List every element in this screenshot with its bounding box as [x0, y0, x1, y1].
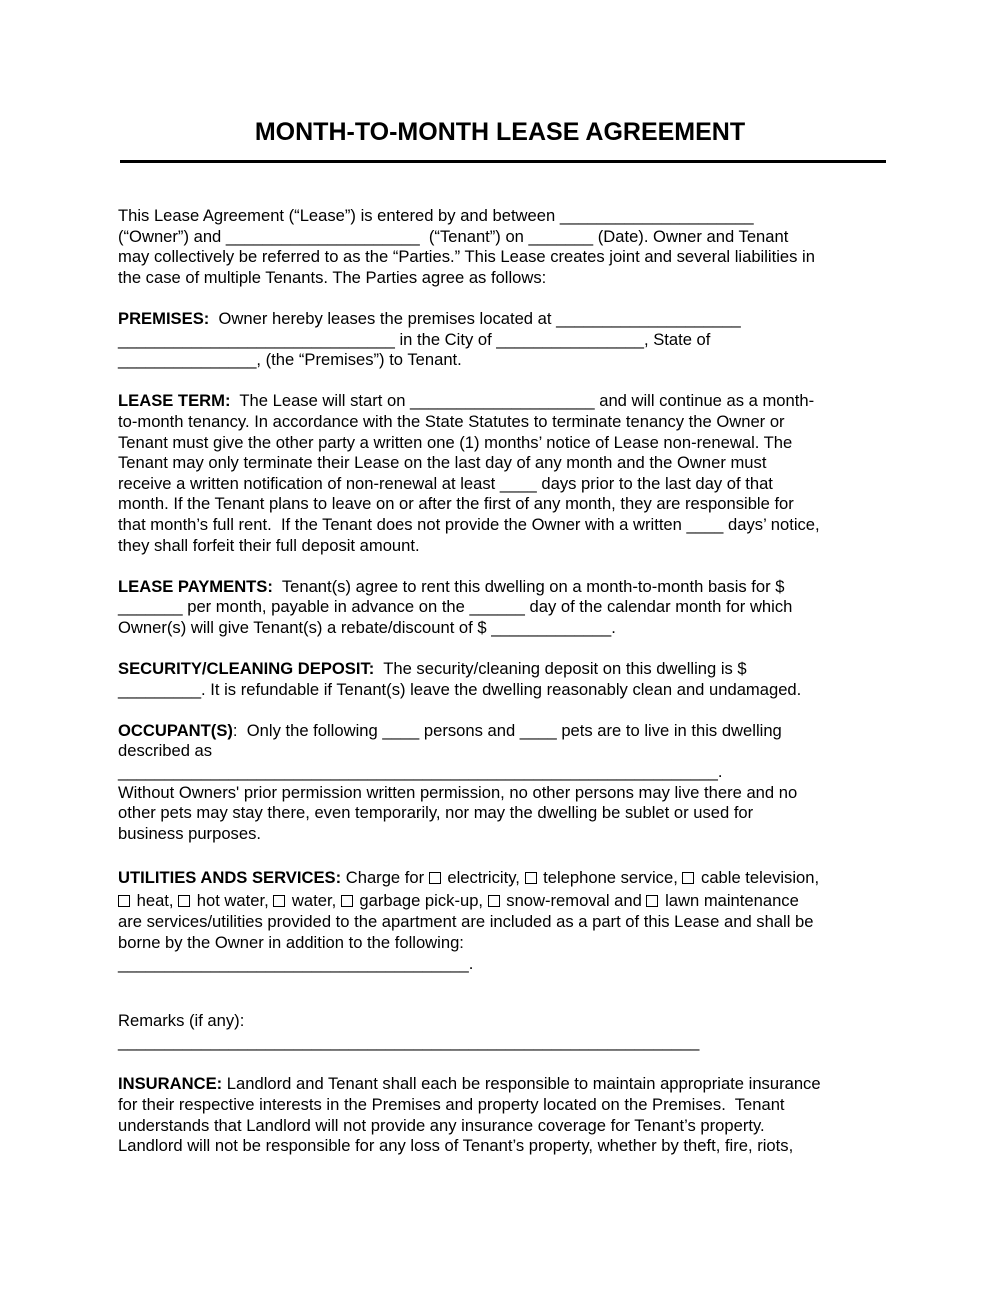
checkbox-electricity[interactable] [429, 872, 441, 884]
text-line: Owner(s) will give Tenant(s) a rebate/discount of $ _____________. [118, 617, 616, 637]
text-line: Without Owners' prior permission written permission, no other persons may live there and no [118, 782, 798, 802]
checkbox-heat[interactable] [118, 895, 130, 907]
text-line: (“Owner”) and _____________________ (“Tenant”) on _______ (Date). Owner and Tenant [118, 226, 789, 246]
option-label: cable television, [696, 868, 820, 888]
insurance-section [118, 1074, 888, 1156]
lease-term-text: The Lease will start on ____________________ and will continue as a month- [230, 391, 815, 411]
text-line: Tenant may only terminate their Lease on the last day of any month and the Owner must [118, 453, 767, 473]
option-label: lawn maintenance [660, 891, 799, 911]
text-line [118, 889, 888, 912]
text-line [118, 1074, 888, 1095]
security-deposit-text: The security/cleaning deposit on this dwelling is $ [374, 659, 747, 679]
occupants-text: : Only the following ____ persons and ____ pets are to live in this dwelling [232, 720, 782, 740]
text-line [118, 309, 888, 330]
lease-payments-heading: LEASE PAYMENTS: [118, 576, 273, 596]
option-label: water, [287, 891, 341, 911]
premises-text: Owner hereby leases the premises located at ____________________ [209, 308, 741, 328]
premises-heading: PREMISES: [118, 308, 210, 328]
text-line: _______________, (the “Premises”) to Tenant. [118, 350, 462, 370]
text-line: business purposes. [118, 823, 261, 843]
text-line: to-month tenancy. In accordance with the State Statutes to terminate tenancy the Owner or [118, 411, 785, 431]
text-line: _________________________________________________________________. [118, 762, 723, 782]
checkbox-hot-water[interactable] [178, 895, 190, 907]
lease-payments-text: Tenant(s) agree to rent this dwelling on a month-to-month basis for $ [272, 576, 785, 596]
text-line: are services/utilities provided to the apartment are included as a part of this Lease and shall be [118, 912, 814, 932]
option-label: hot water, [192, 891, 274, 911]
text-line: understands that Landlord will not provide any insurance coverage for Tenant’s property. [118, 1115, 765, 1135]
insurance-heading: INSURANCE: [118, 1074, 223, 1094]
text-line: ______________________________________. [118, 953, 474, 973]
text-line: month. If the Tenant plans to leave on or after the first of any month, they are responsible for [118, 494, 794, 514]
utilities-section [118, 866, 888, 974]
text-line: _________. It is refundable if Tenant(s) leave the dwelling reasonably clean and undamaged. [118, 679, 802, 699]
text-line [118, 659, 888, 680]
checkbox-water[interactable] [273, 895, 285, 907]
security-deposit-heading: SECURITY/CLEANING DEPOSIT: [118, 659, 375, 679]
remarks-label: Remarks (if any): [118, 1011, 245, 1031]
document-body [118, 206, 888, 1157]
text-line: This Lease Agreement (“Lease”) is entered by and between _____________________ [118, 206, 754, 225]
text-line: may collectively be referred to as the “Parties.” This Lease creates joint and several liabilities in [118, 247, 815, 267]
text-line: described as [118, 741, 213, 761]
checkbox-cable-television[interactable] [682, 872, 694, 884]
text-line [118, 391, 888, 412]
text-line: borne by the Owner in addition to the following: [118, 933, 464, 952]
title-divider [120, 160, 886, 163]
option-label: heat, [132, 891, 179, 911]
option-label: electricity, [442, 868, 525, 888]
text-line: that month’s full rent. If the Tenant does not provide the Owner with a written ____ days’ notice, [118, 514, 820, 534]
text-line: ______________________________ in the City of ________________, State of [118, 329, 711, 349]
lease-term-heading: LEASE TERM: [118, 391, 231, 411]
occupants-heading: OCCUPANT(S) [118, 720, 233, 740]
option-label: telephone service, [538, 868, 683, 888]
remarks-line: _______________________________________________________________ [118, 1031, 700, 1051]
text-line: other pets may stay there, even temporarily, nor may the dwelling be sublet or used for [118, 803, 754, 823]
insurance-text: Landlord and Tenant shall each be responsible to maintain appropriate insurance [222, 1074, 821, 1094]
text-line: Landlord will not be responsible for any loss of Tenant’s property, whether by theft, fire, riots, [118, 1136, 794, 1156]
option-label: snow-removal and [501, 891, 647, 911]
checkbox-telephone[interactable] [525, 872, 537, 884]
text-line: Tenant must give the other party a written one (1) months’ notice of Lease non-renewal. The [118, 432, 793, 452]
text-line [118, 866, 888, 889]
premises-section [118, 309, 888, 371]
text-line [118, 577, 888, 598]
lease-term-section [118, 391, 888, 556]
text-line [118, 721, 888, 742]
text-line: _______ per month, payable in advance on the ______ day of the calendar month for which [118, 597, 793, 617]
text-line: for their respective interests in the Premises and property located on the Premises. Tenant [118, 1094, 785, 1114]
lease-payments-section [118, 577, 888, 639]
intro-paragraph [118, 206, 888, 288]
text-line: the case of multiple Tenants. The Parties agree as follows: [118, 267, 547, 287]
checkbox-lawn-maintenance[interactable] [646, 895, 658, 907]
document-title: MONTH-TO-MONTH LEASE AGREEMENT [254, 118, 746, 146]
checkbox-garbage-pickup[interactable] [341, 895, 353, 907]
security-deposit-section [118, 659, 888, 700]
text-line: they shall forfeit their full deposit amount. [118, 535, 420, 555]
utilities-heading: UTILITIES ANDS SERVICES: [118, 868, 342, 888]
checkbox-snow-removal[interactable] [488, 895, 500, 907]
utilities-text: Charge for [341, 868, 429, 888]
text-line: receive a written notification of non-renewal at least ____ days prior to the last day of that [118, 473, 773, 493]
remarks-section [118, 1011, 888, 1052]
occupants-section [118, 721, 888, 845]
option-label: garbage pick-up, [354, 891, 488, 911]
